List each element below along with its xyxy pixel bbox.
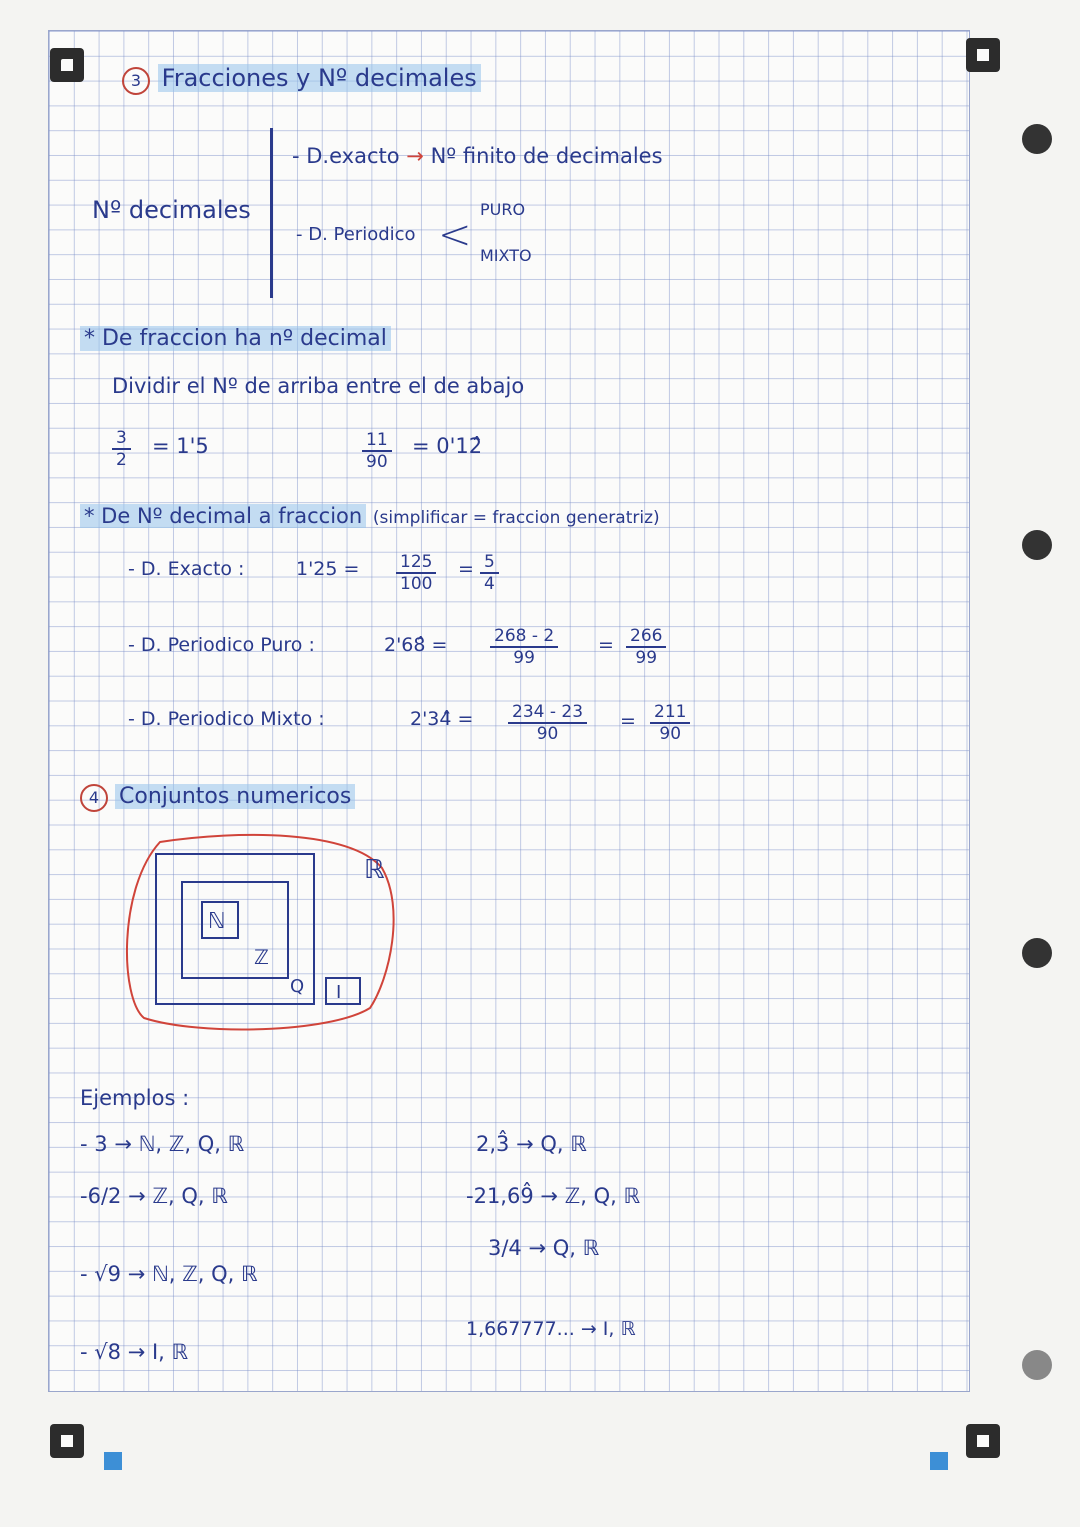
set-q-label: Q — [290, 976, 305, 997]
dec-to-frac-heading — [80, 504, 660, 528]
fraction-234-23-90 — [508, 702, 587, 744]
punch-hole — [1022, 1350, 1052, 1380]
angle-bracket: < — [438, 212, 472, 258]
example-result: → I, ℝ — [127, 1340, 189, 1364]
example-result: → I, ℝ — [580, 1318, 636, 1340]
mixto-label: MIXTO — [480, 246, 532, 265]
example-right-3 — [488, 1236, 599, 1260]
exacto-label — [292, 144, 663, 168]
mixto-row-value: 2'34̂ = — [410, 708, 474, 730]
denominator: 4 — [484, 574, 495, 594]
section-3-heading — [122, 64, 481, 95]
puro-label: PURO — [480, 200, 526, 219]
blue-square-right — [930, 1452, 948, 1470]
puro-row-label: - D. Periodico Puro : — [128, 634, 315, 656]
fraction-3-2 — [112, 428, 131, 470]
example-right-1 — [476, 1132, 587, 1156]
numerator: 266 — [626, 626, 666, 648]
example-left-2 — [80, 1184, 228, 1208]
fraction-211-90 — [650, 702, 690, 744]
numerator: 234 - 23 — [508, 702, 587, 724]
example-result: → ℕ, ℤ, Q, ℝ — [127, 1262, 258, 1286]
fraction-5-4 — [480, 552, 499, 594]
example-expr: 2,3̂ — [476, 1132, 510, 1156]
corner-mark-top-left — [50, 48, 84, 82]
set-r-outline — [127, 835, 394, 1030]
denominator: 2 — [116, 450, 127, 470]
set-n-label: ℕ — [208, 909, 226, 934]
fraction-125-100 — [396, 552, 436, 594]
denominator: 90 — [659, 724, 682, 744]
example-expr: -21,69̂ — [466, 1184, 534, 1208]
example-left-3 — [80, 1262, 258, 1286]
exacto-text: - D.exacto — [292, 144, 400, 168]
heading-note: (simplificar = fraccion generatriz) — [372, 508, 660, 528]
example-left-4 — [80, 1340, 188, 1364]
section-title: Fracciones y Nº decimales — [158, 64, 481, 92]
frac-to-dec-heading — [80, 326, 391, 351]
periodico-label: - D. Periodico — [296, 224, 416, 245]
fraction-268-2-99 — [490, 626, 558, 668]
puro-row-value: 2'68̂ = — [384, 634, 448, 656]
example-expr: 3/4 — [488, 1236, 522, 1260]
exacto-row-value: 1'25 = — [296, 558, 360, 580]
example-result: → Q, ℝ — [516, 1132, 587, 1156]
set-i-box — [326, 978, 360, 1004]
result-2: = 0'12̂ — [412, 434, 483, 458]
heading-text: * De fraccion ha nº decimal — [80, 326, 391, 351]
number-sets-diagram — [120, 828, 400, 1038]
denominator: 90 — [366, 452, 388, 472]
frac-to-dec-rule: Dividir el Nº de arriba entre el de abajo — [112, 374, 525, 398]
numerator: 3 — [112, 428, 131, 450]
example-right-2 — [466, 1184, 640, 1208]
heading-text: * De Nº decimal a fraccion — [80, 504, 366, 528]
example-expr: 1,667777... — [466, 1318, 575, 1340]
denominator: 100 — [400, 574, 433, 594]
bracket — [270, 128, 279, 298]
mixto-row-label: - D. Periodico Mixto : — [128, 708, 325, 730]
example-expr: - √8 — [80, 1340, 121, 1364]
section-number: 4 — [80, 784, 108, 812]
example-expr: - 3 — [80, 1132, 108, 1156]
equals-sign: = — [598, 634, 614, 656]
numerator: 11 — [362, 430, 392, 452]
set-z-box — [182, 882, 288, 978]
exacto-definition: Nº finito de decimales — [430, 144, 663, 168]
numerator: 125 — [396, 552, 436, 574]
corner-mark-bottom-right — [966, 1424, 1000, 1458]
denominator: 99 — [635, 648, 658, 668]
section-title: Conjuntos numericos — [115, 784, 355, 809]
section-4-heading — [80, 784, 355, 812]
example-expr: -6/2 — [80, 1184, 122, 1208]
example-left-1 — [80, 1132, 244, 1156]
set-i-label: I — [336, 982, 342, 1003]
blue-square-left — [104, 1452, 122, 1470]
fraction-11-90 — [362, 430, 392, 472]
corner-mark-bottom-left — [50, 1424, 84, 1458]
section-number: 3 — [122, 67, 150, 95]
denominator: 99 — [513, 648, 535, 668]
punch-hole — [1022, 938, 1052, 968]
example-result: → ℤ, Q, ℝ — [128, 1184, 228, 1208]
set-r-label: ℝ — [364, 855, 385, 885]
example-right-4 — [466, 1318, 636, 1340]
denominator: 90 — [536, 724, 559, 744]
example-result: → Q, ℝ — [528, 1236, 600, 1260]
decimals-label: Nº decimales — [92, 196, 251, 224]
equals-sign: = — [458, 558, 474, 580]
examples-heading: Ejemplos : — [80, 1086, 190, 1110]
example-result: → ℤ, Q, ℝ — [540, 1184, 641, 1208]
result-1: = 1'5 — [152, 434, 209, 458]
set-z-label: ℤ — [254, 945, 269, 969]
punch-hole — [1022, 530, 1052, 560]
numerator: 5 — [480, 552, 499, 574]
fraction-266-99 — [626, 626, 666, 668]
numerator: 211 — [650, 702, 690, 724]
example-expr: - √9 — [80, 1262, 121, 1286]
exacto-row-label: - D. Exacto : — [128, 558, 245, 580]
equals-sign: = — [620, 710, 636, 732]
punch-hole — [1022, 124, 1052, 154]
example-result: → ℕ, ℤ, Q, ℝ — [114, 1132, 245, 1156]
corner-mark-top-right — [966, 38, 1000, 72]
numerator: 268 - 2 — [490, 626, 558, 648]
arrow-icon: → — [406, 144, 424, 168]
